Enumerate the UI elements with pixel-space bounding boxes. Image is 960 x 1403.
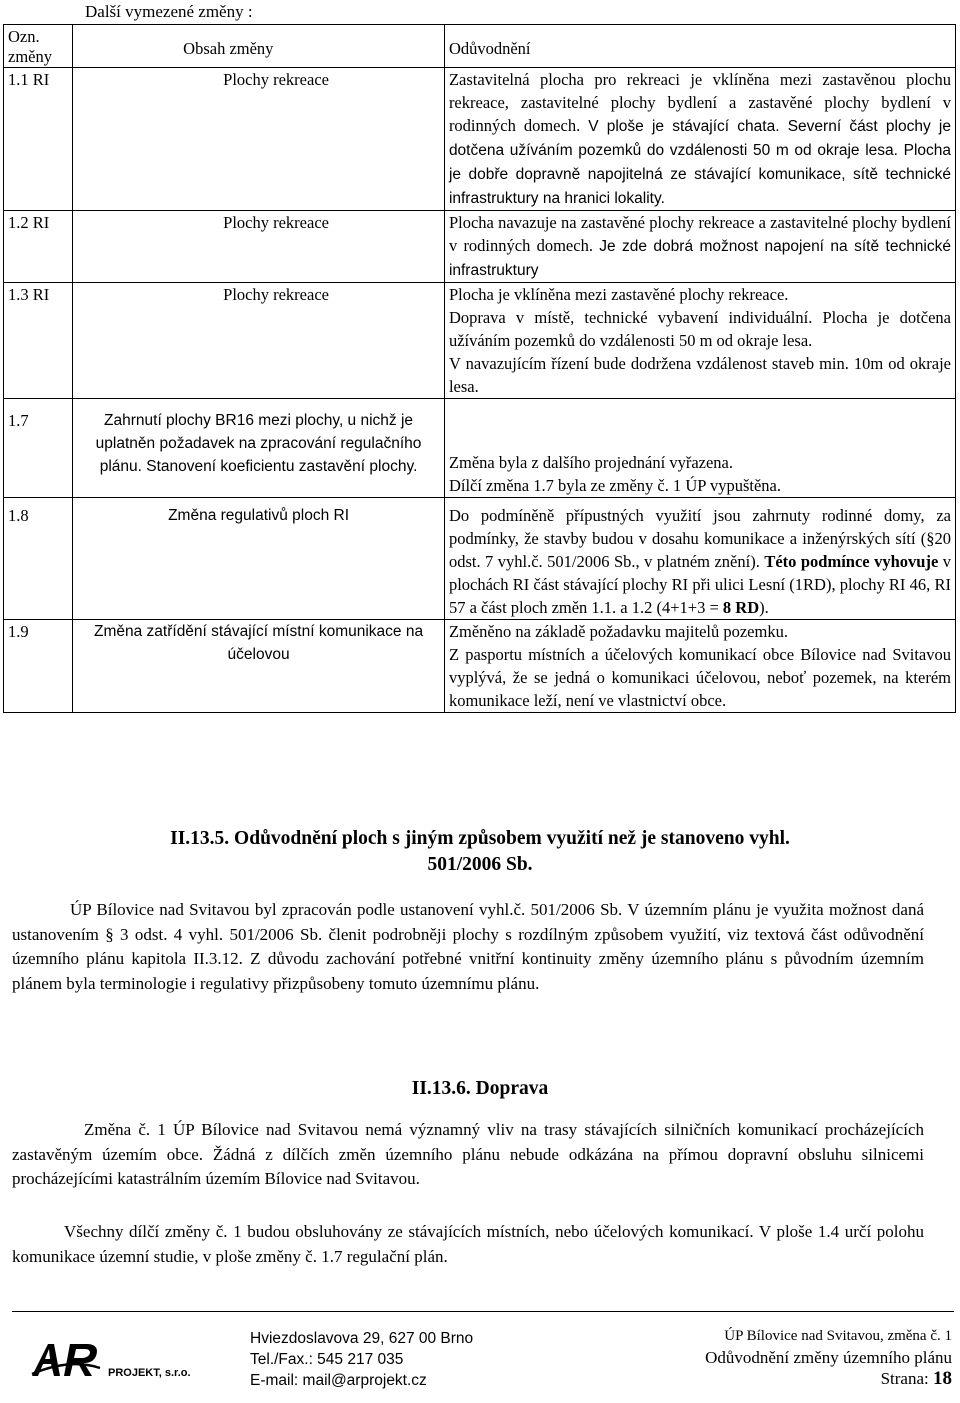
row-id: 1.2 RI bbox=[4, 211, 73, 283]
row-content: Plochy rekreace bbox=[73, 68, 445, 211]
changes-table bbox=[3, 24, 956, 713]
row-id: 1.3 RI bbox=[4, 283, 73, 399]
footer-email: E-mail: mail@arprojekt.cz bbox=[250, 1372, 427, 1389]
row-content: Změna zatřídění stávající místní komunikace na účelovou bbox=[73, 620, 445, 713]
row-id: 1.9 bbox=[4, 620, 73, 713]
table-header-row bbox=[4, 25, 956, 68]
section-6-paragraph-2: Všechny dílčí změny č. 1 budou obsluhovány ze stávajících místních, nebo účelových komunikací. V ploše 1.4 určí polohu komunikace územní studie, v ploše změny č. 1.7 regulační plán. bbox=[12, 1222, 924, 1266]
footer-address-block bbox=[250, 1328, 473, 1391]
header-content: Obsah změny bbox=[73, 25, 445, 68]
table-row bbox=[4, 620, 956, 713]
footer-page: Strana: 18 bbox=[880, 1368, 952, 1389]
footer-doc-info bbox=[705, 1326, 952, 1389]
row-justification: Zastavitelná plocha pro rekreaci je vklíněna mezi zastavěnou plochu rekreace, zastavitelné plochy bydlení a zastavěné plochy bydlení v rodinných domech. V ploše je stávající chata. Severní část plochy je dotčena užíváním pozemků do vzdálenosti 50 m od okraje lesa. Plocha je dobře dopravně napojitelná ze stávající komunikace, sítě technické infrastruktury na hranici lokality. bbox=[444, 68, 955, 211]
row-id: 1.1 RI bbox=[4, 68, 73, 211]
row-content: Plochy rekreace bbox=[73, 211, 445, 283]
footer-doc-subtitle: Odůvodnění změny územního plánu bbox=[705, 1348, 952, 1367]
header-change-id: Ozn. změny bbox=[4, 25, 73, 68]
table-row bbox=[4, 211, 956, 283]
ar-logo-icon bbox=[30, 1336, 230, 1381]
header-justification: Odůvodnění bbox=[444, 25, 955, 68]
table-row bbox=[4, 283, 956, 399]
row-content: Změna regulativů ploch RI bbox=[73, 498, 445, 620]
row-justification: Změna byla z dalšího projednání vyřazena. Dílčí změna 1.7 byla ze změny č. 1 ÚP vypuštěna. bbox=[444, 399, 955, 498]
footer-phone: Tel./Fax.: 545 217 035 bbox=[250, 1351, 404, 1368]
row-content: Zahrnutí plochy BR16 mezi plochy, u nichž je uplatněn požadavek na zpracování regulačního plánu. Stanovení koeficientu zastavění plochy. bbox=[73, 399, 445, 498]
section-6-paragraph-1: Změna č. 1 ÚP Bílovice nad Svitavou nemá významný vliv na trasy stávajících silničních komunikací procházejících zastavěným územím obce. Žádná z dílčích změn územního plánu nebude odkázána na přímou dopravní obsluhu silnicemi procházejícími katastrálním územím Bílovice nad Svitavou. bbox=[12, 1120, 924, 1188]
row-justification: Do podmíněně přípustných využití jsou zahrnuty rodinné domy, za podmínky, že stavby budou v dosahu komunikace a inženýrských sítí (§20 odst. 7 vyhl.č. 501/2006 Sb., v platném znění). Této podmínce vyhovuje v plochách RI část stávající plochy RI při ulici Lesní (1RD), plochy RI 46, RI 57 a část ploch změn 1.1. a 1.2 (4+1+3 = 8 RD). bbox=[444, 498, 955, 620]
section-5-title: II.13.5. Odůvodnění ploch s jiným způsobem využití než je stanoveno vyhl. 501/2006 Sb. bbox=[170, 828, 790, 875]
footer-address: Hviezdoslavova 29, 627 00 Brno bbox=[250, 1330, 474, 1347]
table-row bbox=[4, 399, 956, 498]
section-6-title: II.13.6. Doprava bbox=[411, 1078, 549, 1099]
table-row bbox=[4, 68, 956, 211]
row-justification: Změněno na základě požadavku majitelů pozemku. Z pasportu místních a účelových komunikací obce Bílovice nad Svitavou vyplývá, že se jedná o komunikaci účelovou, neboť pozemek, na kterém komunikace leží, není ve vlastnictví obce. bbox=[444, 620, 955, 713]
row-id: 1.7 bbox=[4, 399, 73, 498]
row-id: 1.8 bbox=[4, 498, 73, 620]
row-justification: Plocha je vklíněna mezi zastavěné plochy rekreace. Doprava v místě, technické vybavení individuální. Plocha je dotčena užíváním pozemků do vzdálenosti 50 m od okraje lesa. V navazujícím řízení bude dodržena vzdálenost staveb min. 10m od okraje lesa. bbox=[444, 283, 955, 399]
top-heading: Další vymezené změny : bbox=[85, 2, 253, 21]
row-content: Plochy rekreace bbox=[73, 283, 445, 399]
logo-text: PROJEKT, s.r.o. bbox=[108, 1367, 191, 1379]
section-5-paragraph: ÚP Bílovice nad Svitavou byl zpracován podle ustanovení vyhl.č. 501/2006 Sb. V územním plánu je využita možnost daná ustanovením § 3 odst. 4 vyhl. 501/2006 Sb. členit podrobněji plochy s rozdílným způsobem využití, viz textová část odůvodnění územního plánu kapitola II.3.12. Z důvodu zachování potřebné vnitřní kontinuity změny územního plánu s původním územním plánem byla terminologie i regulativy přizpůsobeny tomuto územnímu plánu. bbox=[12, 900, 924, 993]
footer-doc-title: ÚP Bílovice nad Svitavou, změna č. 1 bbox=[724, 1328, 952, 1344]
row-justification: Plocha navazuje na zastavěné plochy rekreace a zastavitelné plochy bydlení v rodinných domech. Je zde dobrá možnost napojení na sítě technické infrastruktury bbox=[444, 211, 955, 283]
company-logo bbox=[30, 1336, 230, 1381]
footer-divider bbox=[12, 1311, 954, 1312]
table-row bbox=[4, 498, 956, 620]
